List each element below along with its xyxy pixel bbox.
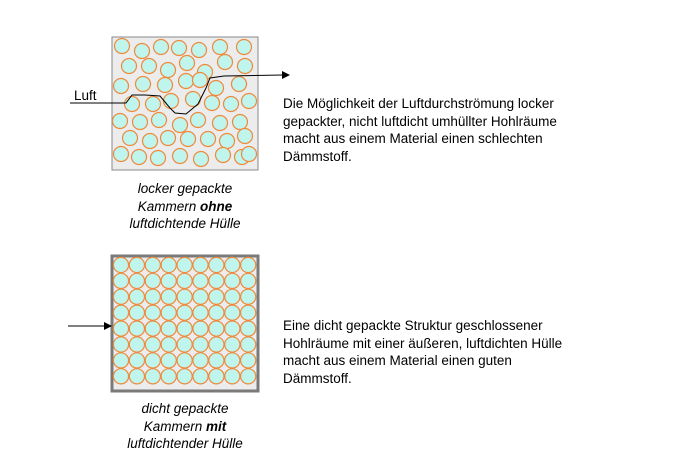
loose-chamber-bubble [164, 94, 179, 109]
dense-chamber-bubble [209, 305, 224, 320]
loose-chamber-bubble [133, 115, 148, 130]
bottom-caption-line3: luftdichtender Hülle [127, 436, 243, 451]
dense-chamber-bubble [145, 289, 160, 304]
dense-chamber-bubble [113, 337, 128, 352]
dense-chamber-bubble [241, 369, 256, 384]
loose-chamber-bubble [122, 59, 137, 74]
dense-chamber-bubble [145, 321, 160, 336]
dense-chamber-bubble [161, 353, 176, 368]
loose-chamber-bubble [114, 79, 129, 94]
loose-chamber-bubble [125, 97, 140, 112]
dense-chamber-bubble [129, 353, 144, 368]
loose-chamber-bubble [205, 96, 220, 111]
dense-chamber-bubble [113, 369, 128, 384]
air-flow-arrowhead [282, 71, 290, 79]
loose-chamber-bubble [194, 152, 209, 167]
loose-chamber-bubble [161, 131, 176, 146]
dense-chamber-bubble [193, 321, 208, 336]
dense-chamber-bubble [193, 257, 208, 272]
dense-chamber-bubble [129, 289, 144, 304]
loose-chamber-bubble [179, 74, 194, 89]
loose-chamber-bubble [180, 56, 195, 71]
dense-chamber-bubble [209, 273, 224, 288]
dense-chamber-bubble [145, 337, 160, 352]
bottom-caption-line2 [100, 418, 270, 436]
bottom-description: Eine dicht gepackte Struktur geschlossener Hohlräume mit einer äußeren, luftdichten Hülle macht aus einem Material einen guten Dämmstoff. [283, 318, 563, 386]
dense-chamber-bubble [161, 305, 176, 320]
dense-chamber-bubble [129, 337, 144, 352]
dense-chamber-bubble [241, 353, 256, 368]
dense-chamber-bubble [177, 337, 192, 352]
dense-chamber-bubble [241, 257, 256, 272]
bottom-caption-prefix: Kammern [143, 418, 207, 434]
dense-chamber-bubble [225, 305, 240, 320]
loose-chamber-bubble [161, 63, 176, 78]
dense-chamber-bubble [161, 321, 176, 336]
loose-chamber-bubble [123, 131, 138, 146]
loose-chamber-bubble [216, 148, 231, 163]
dense-chamber-bubble [193, 289, 208, 304]
dense-chamber-bubble [161, 289, 176, 304]
dense-chamber-bubble [113, 305, 128, 320]
loose-chamber-bubble [173, 149, 188, 164]
loose-chamber-bubble [218, 55, 233, 70]
loose-chamber-bubble [154, 40, 169, 55]
loose-chamber-bubble [201, 132, 216, 147]
bottom-caption-line1: dicht gepackte [141, 401, 229, 416]
dense-chamber-bubble [209, 369, 224, 384]
dense-chamber-bubble [193, 337, 208, 352]
dense-chamber-bubble [113, 353, 128, 368]
top-caption-line3: luftdichtende Hülle [129, 216, 241, 231]
loose-chamber-bubble [143, 134, 158, 149]
air-label: Luft [74, 88, 97, 103]
dense-chamber-bubble [177, 289, 192, 304]
bottom-caption-emphasis: mit [206, 418, 227, 434]
loose-chamber-bubble [158, 78, 173, 93]
top-caption-prefix: Kammern [137, 198, 201, 214]
loose-chamber-bubble [192, 43, 207, 58]
dense-chamber-bubble [129, 273, 144, 288]
dense-chamber-bubble [145, 305, 160, 320]
dense-chamber-bubble [145, 273, 160, 288]
loose-chamber-bubble [135, 44, 150, 59]
top-caption [100, 180, 270, 233]
loose-chamber-bubble [181, 132, 196, 147]
dense-chamber-bubble [209, 289, 224, 304]
dense-chamber-bubble [241, 273, 256, 288]
dense-chamber-bubble [225, 257, 240, 272]
loose-chamber-bubble [132, 150, 147, 165]
top-description: Die Möglichkeit der Luftdurchströmung locker gepackter, nicht luftdicht umhüllter Hohlräume macht aus einem Material einen schlechten Dämmstoff. [283, 96, 557, 164]
dense-chamber-bubble [145, 257, 160, 272]
loose-chamber-bubble [114, 147, 129, 162]
dense-chamber-bubble [161, 257, 176, 272]
dense-chamber-bubble [209, 353, 224, 368]
dense-chamber-bubble [113, 273, 128, 288]
loose-chamber-bubble [238, 129, 253, 144]
dense-chamber-bubble [177, 257, 192, 272]
dense-chamber-bubble [113, 289, 128, 304]
dense-chamber-bubble [193, 273, 208, 288]
loose-chamber-bubble [242, 147, 257, 162]
loose-chamber-bubble [237, 40, 252, 55]
dense-chamber-bubble [193, 305, 208, 320]
loose-chamber-bubble [113, 114, 128, 129]
dense-chamber-bubble [161, 369, 176, 384]
loose-chamber-bubble [209, 81, 224, 96]
dense-chamber-bubble [177, 321, 192, 336]
dense-chamber-bubble [113, 321, 128, 336]
dense-chamber-bubble [193, 369, 208, 384]
dense-chamber-bubble [193, 353, 208, 368]
dense-chamber-bubble [209, 337, 224, 352]
top-caption-emphasis: ohne [200, 198, 233, 214]
bottom-caption [100, 400, 270, 453]
top-caption-line2 [100, 198, 270, 216]
loose-chamber-bubble [224, 97, 239, 112]
loose-chamber-bubble [191, 113, 206, 128]
dense-chamber-bubble [145, 353, 160, 368]
loose-chamber-bubble [220, 134, 235, 149]
dense-chamber-bubble [161, 337, 176, 352]
dense-chamber-bubble [177, 273, 192, 288]
dense-chamber-bubble [129, 257, 144, 272]
loose-chamber-bubble [172, 41, 187, 56]
loose-chamber-bubble [151, 151, 166, 166]
dense-chamber-bubble [129, 369, 144, 384]
loose-chamber-bubble [213, 40, 228, 55]
dense-chamber-bubble [241, 321, 256, 336]
dense-chamber-bubble [241, 337, 256, 352]
dense-chamber-bubble [129, 305, 144, 320]
loose-chamber-bubble [242, 94, 257, 109]
dense-chamber-bubble [241, 305, 256, 320]
dense-chamber-bubble [177, 353, 192, 368]
dense-chamber-bubble [225, 353, 240, 368]
loose-chamber-bubble [146, 97, 161, 112]
dense-chamber-bubble [161, 273, 176, 288]
dense-chamber-bubble [225, 273, 240, 288]
dense-chamber-bubble [129, 321, 144, 336]
loose-chamber-bubble [233, 115, 248, 130]
dense-chamber-bubble [113, 257, 128, 272]
loose-chamber-bubble [173, 118, 188, 133]
loose-chamber-bubble [142, 59, 157, 74]
loose-chamber-bubble [193, 73, 208, 88]
loose-chamber-bubble [238, 59, 253, 74]
loose-chamber-bubble [213, 116, 228, 131]
dense-chamber-bubble [225, 369, 240, 384]
loose-chamber-bubble [115, 39, 130, 54]
dense-chamber-bubble [209, 257, 224, 272]
loose-chamber-bubble [152, 113, 167, 128]
dense-chamber-bubble [145, 369, 160, 384]
loose-chamber-bubble [136, 77, 151, 92]
dense-chamber-bubble [225, 337, 240, 352]
top-caption-line1: locker gepackte [137, 181, 233, 196]
dense-chamber-bubble [241, 289, 256, 304]
dense-chamber-bubble [177, 305, 192, 320]
dense-chamber-bubble [209, 321, 224, 336]
dense-chamber-bubble [225, 321, 240, 336]
loose-chamber-bubble [232, 77, 247, 92]
dense-chamber-bubble [177, 369, 192, 384]
dense-chamber-bubble [225, 289, 240, 304]
